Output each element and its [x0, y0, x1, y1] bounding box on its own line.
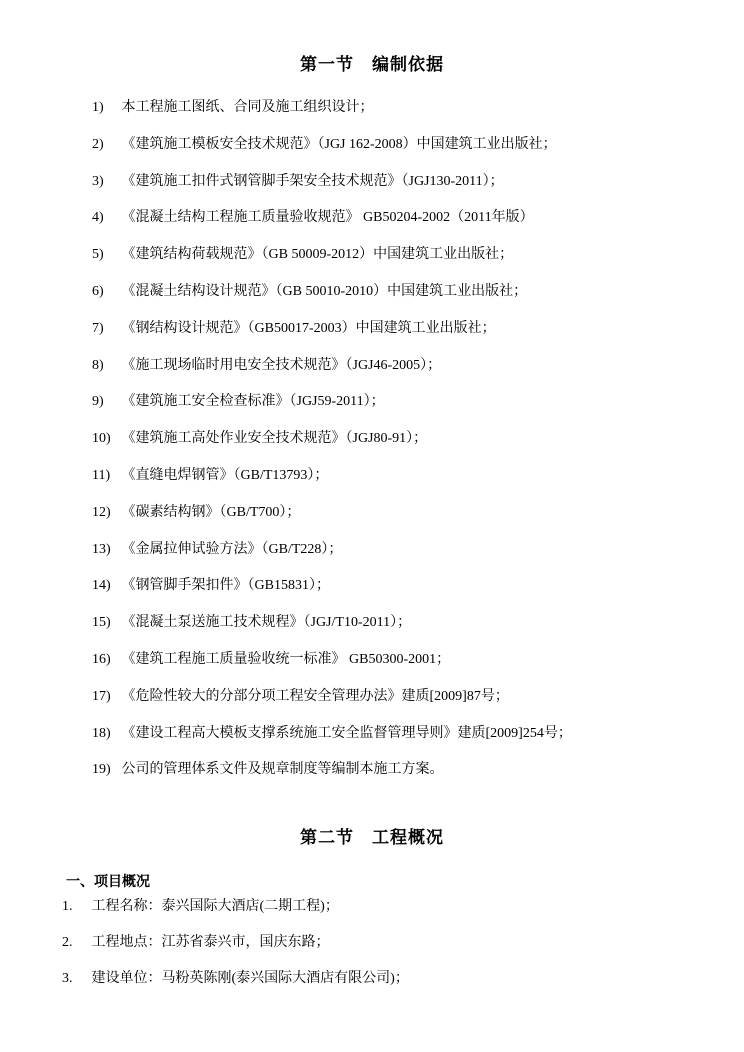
item-text: 《钢结构设计规范》（GB50017-2003）中国建筑工业出版社； [121, 320, 496, 336]
list-item [62, 969, 409, 1005]
list-item [92, 172, 572, 209]
item-text: 《建筑工程施工质量验收统一标准》 GB50300-2001； [121, 651, 451, 667]
item-number: 1. [62, 899, 73, 914]
item-text: 公司的管理体系文件及规章制度等编制本施工方案。 [121, 762, 444, 778]
list-item [92, 613, 572, 650]
list-item [92, 208, 572, 245]
item-number: 2. [62, 935, 73, 950]
basis-list [92, 98, 572, 797]
overview-list [62, 897, 409, 1005]
item-number: 6) [92, 283, 104, 299]
item-text: 《钢管脚手架扣件》（GB15831）； [121, 578, 330, 594]
item-text: 《建筑施工扣件式钢管脚手架安全技术规范》（JGJ130-2011）； [121, 173, 504, 189]
item-number: 9) [92, 394, 104, 410]
item-number: 1) [92, 100, 104, 115]
list-item [92, 319, 572, 356]
item-number: 3. [62, 971, 73, 986]
item-number: 14) [92, 578, 111, 594]
list-item [92, 760, 572, 797]
list-item [92, 503, 572, 540]
list-item [92, 356, 572, 393]
list-item [92, 282, 572, 319]
item-number: 2) [92, 136, 104, 152]
item-text: 《建筑结构荷载规范》（GB 50009-2012）中国建筑工业出版社； [121, 247, 514, 263]
list-item [92, 135, 572, 172]
item-number: 16) [92, 651, 111, 667]
section-title-overview: 第二节 工程概况 [300, 828, 444, 848]
item-number: 7) [92, 320, 104, 336]
item-text: 建设单位：马粉英陈刚(泰兴国际大酒店有限公司)； [91, 971, 409, 986]
item-text: 《直缝电焊钢管》（GB/T13793）； [121, 467, 329, 483]
section-title-basis: 第一节 编制依据 [300, 55, 444, 75]
list-item [92, 576, 572, 613]
item-number: 18) [92, 725, 111, 741]
item-text: 《混凝土结构设计规范》（GB 50010-2010）中国建筑工业出版社； [121, 283, 528, 299]
item-number: 4) [92, 210, 104, 226]
item-text: 工程地点：江苏省泰兴市，国庆东路； [91, 935, 330, 950]
item-text: 《建筑施工安全检查标准》（JGJ59-2011）； [121, 394, 385, 410]
item-number: 11) [92, 467, 111, 483]
item-text: 本工程施工图纸、合同及施工组织设计； [121, 100, 374, 115]
item-number: 10) [92, 431, 111, 447]
list-item [92, 466, 572, 503]
list-item [92, 245, 572, 282]
item-number: 8) [92, 357, 104, 373]
item-text: 《建筑施工高处作业安全技术规范》（JGJ80-91）； [121, 431, 428, 447]
item-text: 《建筑施工模板安全技术规范》（JGJ 162-2008）中国建筑工业出版社； [121, 136, 557, 152]
list-item [92, 392, 572, 429]
list-item [92, 687, 572, 724]
item-number: 12) [92, 504, 111, 520]
item-number: 15) [92, 615, 111, 631]
item-text: 《混凝土结构工程施工质量验收规范》 GB50204-2002（2011年版） [121, 210, 534, 226]
item-number: 5) [92, 247, 104, 263]
item-number: 19) [92, 762, 111, 778]
item-number: 17) [92, 688, 111, 704]
item-number: 3) [92, 173, 104, 189]
list-item [92, 429, 572, 466]
item-number: 13) [92, 541, 111, 557]
item-text: 工程名称：泰兴国际大酒店(二期工程)； [91, 899, 339, 914]
list-item [62, 933, 409, 969]
item-text: 《混凝土泵送施工技术规程》（JGJ/T10-2011）； [121, 615, 412, 631]
list-item [92, 540, 572, 577]
project-overview-heading: 一、项目概况 [66, 874, 150, 890]
item-text: 《危险性较大的分部分项工程安全管理办法》建质[2009]87号； [121, 688, 509, 704]
item-text: 《建设工程高大模板支撑系统施工安全监督管理导则》建质[2009]254号； [121, 725, 572, 741]
list-item [62, 897, 409, 933]
list-item [92, 650, 572, 687]
list-item [92, 724, 572, 761]
item-text: 《金属拉伸试验方法》（GB/T228）； [121, 541, 343, 557]
list-item [92, 98, 572, 135]
item-text: 《碳素结构钢》（GB/T700）； [121, 504, 301, 520]
item-text: 《施工现场临时用电安全技术规范》（JGJ46-2005）； [121, 357, 442, 373]
